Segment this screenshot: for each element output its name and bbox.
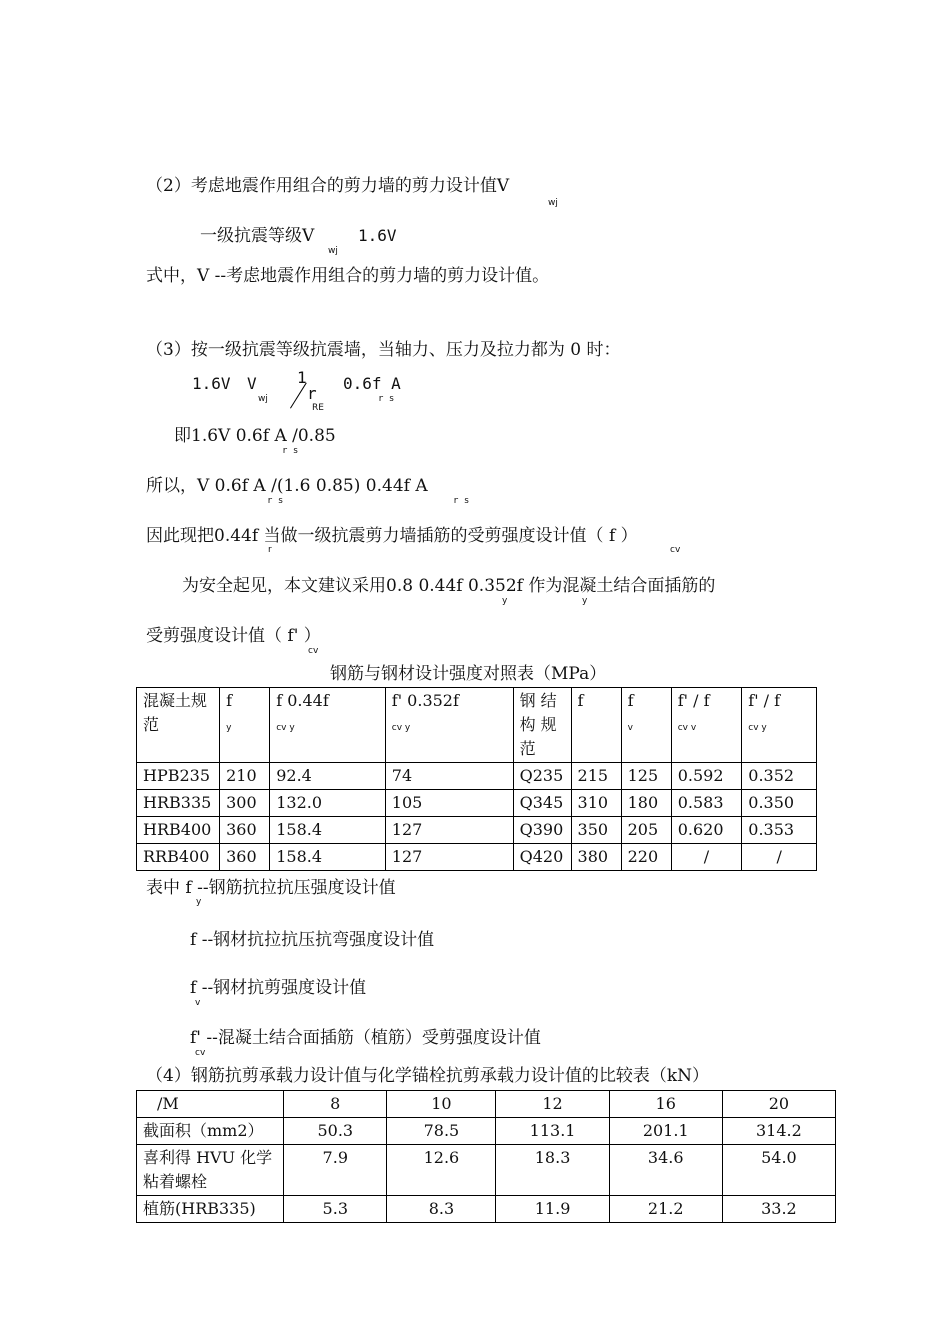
table-cell: 127 [385, 817, 513, 844]
formula-grade1: 一级抗震等级V [200, 226, 315, 246]
table-header-cell: 钢 结 构 规 范 [513, 688, 571, 763]
table-cell: 截面积（mm2） [137, 1118, 284, 1145]
table-cell: 350 [571, 817, 621, 844]
table-cell: 11.9 [496, 1196, 609, 1223]
table-cell: HPB235 [137, 763, 220, 790]
table-cell: 125 [621, 763, 671, 790]
eq1-left: 1.6V [192, 374, 231, 393]
table-cell: 34.6 [609, 1145, 722, 1196]
table-row [137, 763, 817, 790]
table-cell: 360 [220, 844, 270, 871]
table-header-cell: f 0.44f cv y [270, 688, 386, 763]
table-cell: 0.352 [742, 763, 817, 790]
table-cell: 314.2 [722, 1118, 835, 1145]
table-cell: Q345 [513, 790, 571, 817]
table-header-cell: 混凝土规范 [137, 688, 220, 763]
table-cell: 210 [220, 763, 270, 790]
table-header-cell: f' 0.352f cv y [385, 688, 513, 763]
table-header-cell: f y [220, 688, 270, 763]
table-header-row [137, 1091, 836, 1118]
table-header-cell: f [571, 688, 621, 763]
definition-line: 式中，V --考虑地震作用组合的剪力墙的剪力设计值。 [146, 266, 550, 286]
eq1-v: V [247, 374, 257, 393]
note-fv-subscript: v [195, 998, 201, 1008]
table-cell: 7.9 [284, 1145, 387, 1196]
eq2-subscript: r s [282, 446, 299, 456]
table-cell: 50.3 [284, 1118, 387, 1145]
table-cell: 310 [571, 790, 621, 817]
table-cell: 18.3 [496, 1145, 609, 1196]
table-cell: 0.620 [671, 817, 742, 844]
table-cell: 0.353 [742, 817, 817, 844]
table-cell: Q420 [513, 844, 571, 871]
table-cell: 12.6 [387, 1145, 496, 1196]
table-header-cell: 16 [609, 1091, 722, 1118]
table-cell: 158.4 [270, 817, 386, 844]
eq6: 受剪强度设计值（ f' ） [146, 626, 321, 646]
table-row [137, 844, 817, 871]
table-cell: HRB335 [137, 790, 220, 817]
eq3-subscript-2: r s [453, 496, 470, 506]
eq1-fraction-denominator: r [307, 384, 317, 403]
table-cell: / [671, 844, 742, 871]
eq5-subscript-1: y [502, 596, 508, 606]
table-cell: 215 [571, 763, 621, 790]
table-cell: 205 [621, 817, 671, 844]
table-cell: 0.583 [671, 790, 742, 817]
eq1-v-subscript: wj [258, 394, 268, 404]
section-2-title: （2）考虑地震作用组合的剪力墙的剪力设计值V [146, 176, 510, 196]
table-cell: 54.0 [722, 1145, 835, 1196]
table-header-cell: /M [137, 1091, 284, 1118]
eq4: 因此现把0.44f 当做一级抗震剪力墙插筋的受剪强度设计值（ f ） [146, 526, 638, 546]
table-cell: / [742, 844, 817, 871]
eq1-denominator-subscript: RE [312, 403, 324, 413]
table-cell: 300 [220, 790, 270, 817]
table-cell: 220 [621, 844, 671, 871]
table-cell: 127 [385, 844, 513, 871]
eq4-subscript-1: r [268, 545, 272, 555]
table-cell: 8.3 [387, 1196, 496, 1223]
eq3: 所以，V 0.6f A /(1.6 0.85) 0.44f A [146, 476, 428, 496]
note-f: f --钢材抗拉抗压抗弯强度设计值 [190, 930, 435, 950]
table-cell: 360 [220, 817, 270, 844]
table1-caption: 钢筋与钢材设计强度对照表（MPa） [330, 664, 607, 684]
table-header-row [137, 688, 817, 763]
table-cell: 5.3 [284, 1196, 387, 1223]
table-cell: 105 [385, 790, 513, 817]
table-cell: HRB400 [137, 817, 220, 844]
formula-grade1-tail: 1.6V [358, 226, 397, 245]
table-cell: 0.350 [742, 790, 817, 817]
table-cell: 92.4 [270, 763, 386, 790]
table-cell: 33.2 [722, 1196, 835, 1223]
table-header-cell: 10 [387, 1091, 496, 1118]
note-fy-subscript: y [196, 897, 202, 907]
table-header-cell: 20 [722, 1091, 835, 1118]
table-row [137, 1118, 836, 1145]
section-3-title: （3）按一级抗震等级抗震墙，当轴力、压力及拉力都为 0 时： [146, 340, 621, 360]
note-fy: 表中 f --钢筋抗拉抗压强度设计值 [146, 878, 396, 898]
eq1-fraction-numerator: 1 [297, 368, 307, 387]
table-row [137, 790, 817, 817]
note-fcv: f' --混凝土结合面插筋（植筋）受剪强度设计值 [190, 1028, 541, 1048]
table-header-cell: f v [621, 688, 671, 763]
eq1-right: 0.6f A [343, 374, 401, 393]
table-cell: 113.1 [496, 1118, 609, 1145]
table-row [137, 1196, 836, 1223]
table-header-cell: 12 [496, 1091, 609, 1118]
note-fv: f --钢材抗剪强度设计值 [190, 978, 367, 998]
table-row [137, 1145, 836, 1196]
eq2: 即1.6V 0.6f A /0.85 [174, 426, 336, 446]
table-header-cell: f' / f cv v [671, 688, 742, 763]
eq1-right-subscript: r s [378, 394, 395, 404]
table-cell: 21.2 [609, 1196, 722, 1223]
table-cell: RRB400 [137, 844, 220, 871]
table-cell: Q390 [513, 817, 571, 844]
strength-comparison-table [136, 687, 817, 871]
section-2-title-subscript: wj [548, 198, 558, 208]
table-row [137, 817, 817, 844]
section-4-title: （4）钢筋抗剪承载力设计值与化学锚栓抗剪承载力设计值的比较表（kN） [146, 1066, 709, 1086]
table-cell: 0.592 [671, 763, 742, 790]
table-header-cell: 8 [284, 1091, 387, 1118]
table-cell: 380 [571, 844, 621, 871]
formula-grade1-subscript: wj [328, 246, 338, 256]
eq4-subscript-2: cv [670, 545, 681, 555]
table-cell: 158.4 [270, 844, 386, 871]
table-header-cell: f' / f cv y [742, 688, 817, 763]
note-fcv-subscript: cv [195, 1048, 206, 1058]
table-cell: 201.1 [609, 1118, 722, 1145]
table-cell: 78.5 [387, 1118, 496, 1145]
table-cell: 喜利得 HVU 化学粘着螺栓 [137, 1145, 284, 1196]
table-cell: Q235 [513, 763, 571, 790]
table-cell: 180 [621, 790, 671, 817]
eq5: 为安全起见，本文建议采用0.8 0.44f 0.352f 作为混凝土结合面插筋的 [182, 576, 716, 596]
table-cell: 植筋(HRB335) [137, 1196, 284, 1223]
shear-capacity-table [136, 1090, 836, 1223]
eq5-subscript-2: y [582, 596, 588, 606]
table-cell: 74 [385, 763, 513, 790]
table-cell: 132.0 [270, 790, 386, 817]
eq3-subscript-1: r s [267, 496, 284, 506]
eq6-subscript: cv [308, 646, 319, 656]
